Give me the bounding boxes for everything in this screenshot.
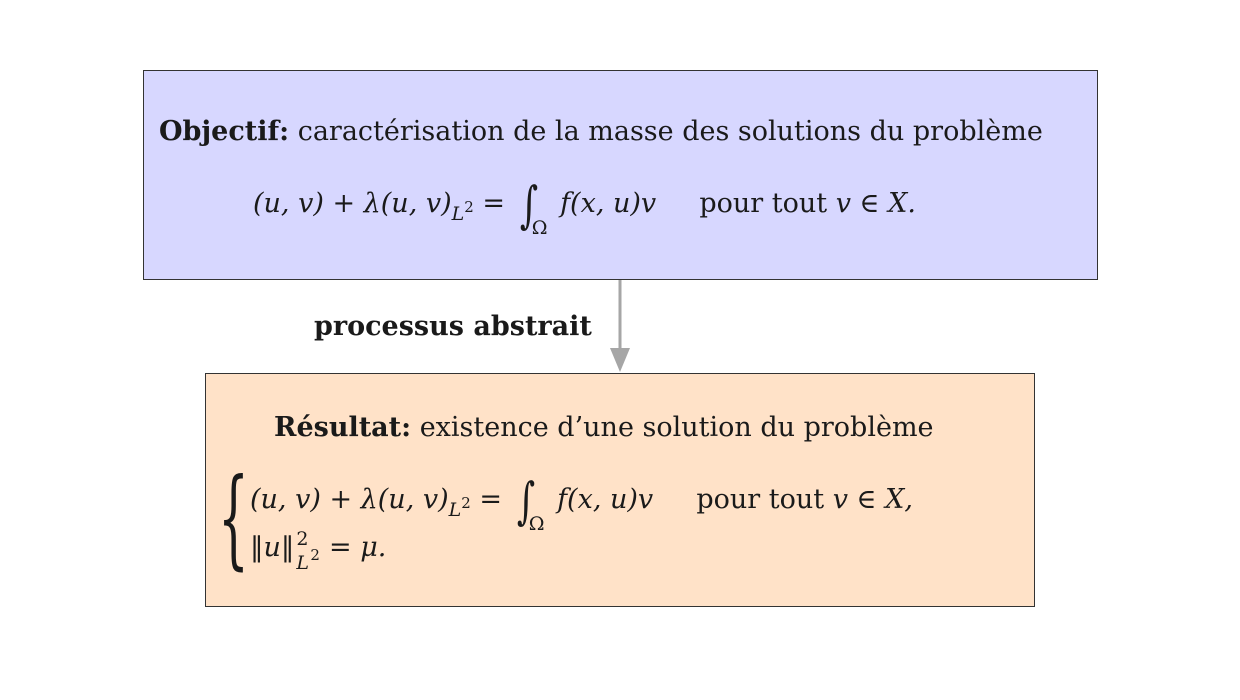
- result-line: [274, 414, 934, 441]
- result-heading: Résultat:: [274, 412, 412, 443]
- equation-integrand: f(x, u)v: [557, 484, 654, 515]
- result-equation-1: [250, 472, 913, 535]
- equation-space-symbol: L2: [448, 494, 471, 521]
- equation-equals: =: [482, 188, 506, 219]
- norm-term: ‖u‖: [250, 532, 295, 563]
- objective-text: caractérisation de la masse des solutions du problème: [297, 116, 1043, 147]
- equation-equals: =: [479, 484, 503, 515]
- integral-domain: Ω: [531, 217, 548, 239]
- integral-symbol: ∫: [516, 472, 535, 530]
- equation-lhs: (u, v) + λ(u, v): [250, 484, 449, 515]
- norm-indices: 2 L 2: [296, 528, 320, 574]
- integral-domain: Ω: [528, 513, 545, 535]
- equation-variable: v ∈ X.: [835, 188, 916, 219]
- result-equation-2: [250, 528, 387, 574]
- equation-condition: pour tout: [696, 484, 825, 515]
- equation-condition: pour tout: [699, 188, 828, 219]
- integral-symbol: ∫: [519, 176, 538, 234]
- equation-space-symbol: L2: [451, 198, 474, 225]
- result-text: existence d’une solution du problème: [419, 412, 934, 443]
- arrow-head: [610, 348, 630, 372]
- objective-heading: Objectif:: [159, 116, 290, 147]
- equation-lhs: (u, v) + λ(u, v): [253, 188, 452, 219]
- equation-integrand: f(x, u)v: [560, 188, 657, 219]
- system-brace: {: [218, 456, 249, 581]
- norm-equals: = μ.: [328, 532, 387, 563]
- arrow-label: processus abstrait: [314, 311, 592, 342]
- equation-variable: v ∈ X,: [832, 484, 913, 515]
